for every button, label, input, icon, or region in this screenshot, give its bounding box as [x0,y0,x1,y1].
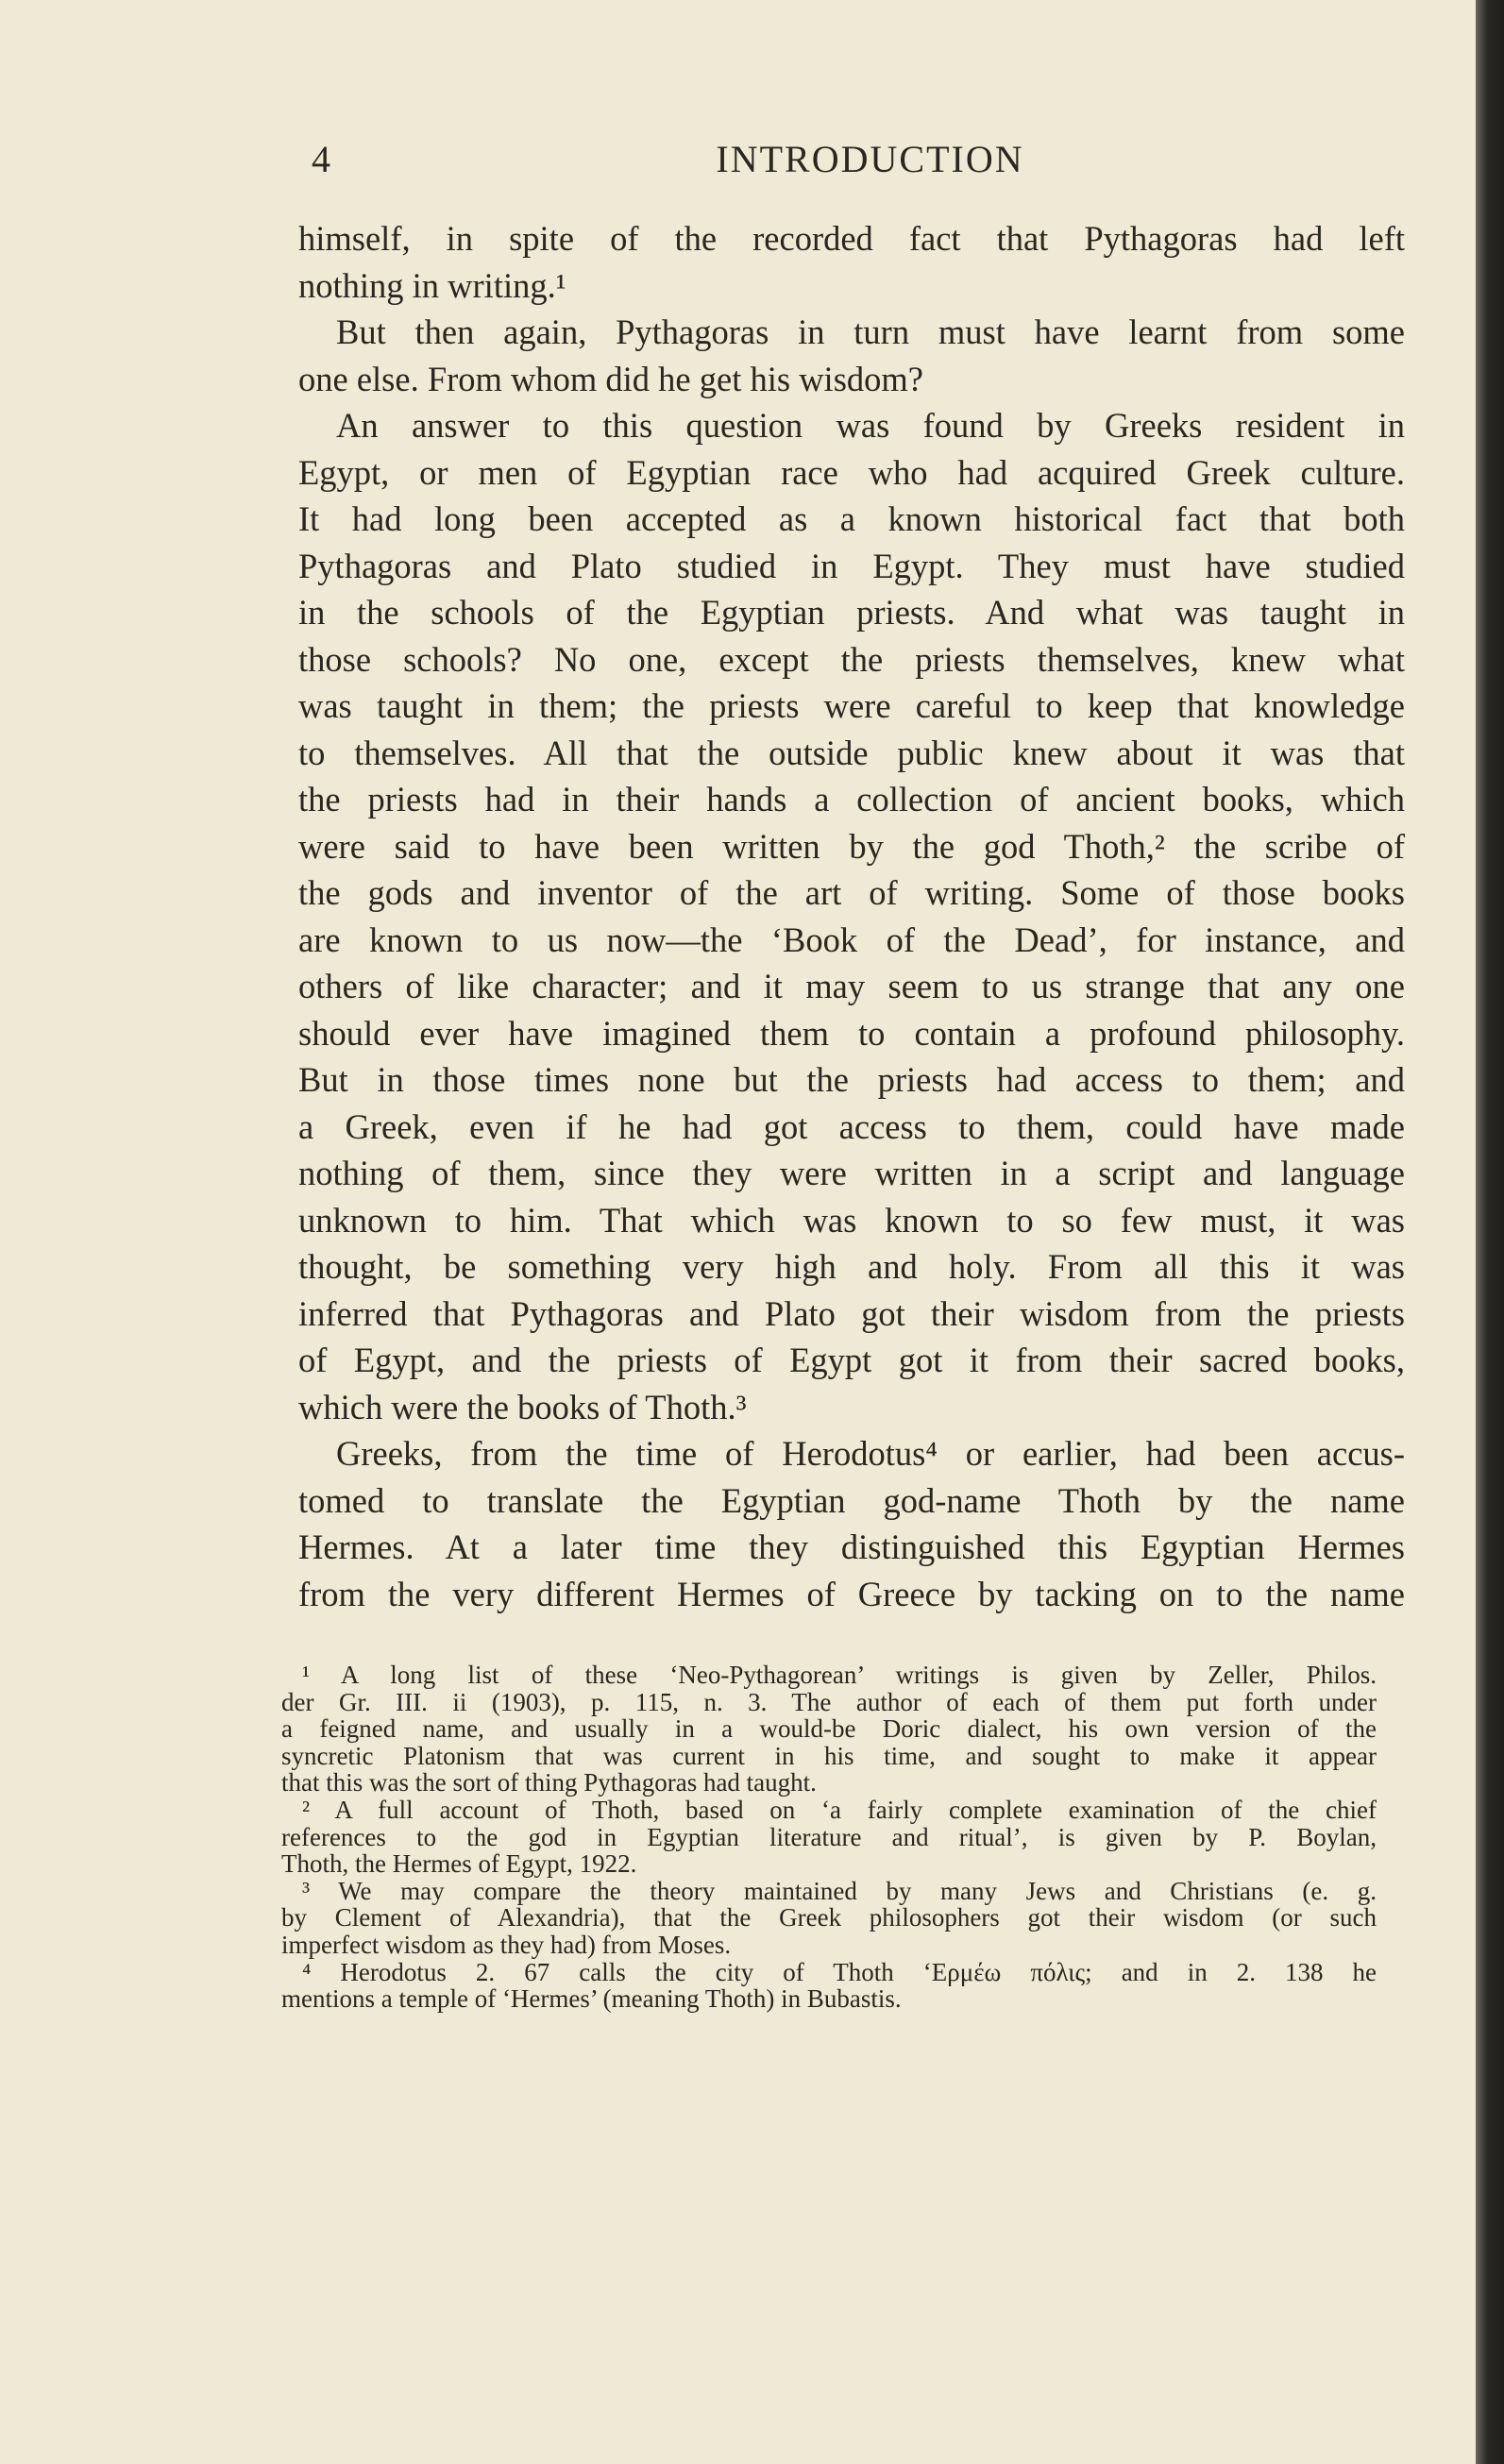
footnote [281,1662,1377,1797]
footnote [281,1959,1377,2013]
text-line: nothing of them, since they were written in a script and language [298,1154,1405,1192]
text-line: of Egypt, and the priests of Egypt got it from their sacred books, [298,1341,1405,1379]
text-line: der Gr. III. ii (1903), p. 115, n. 3. The author of each of them put forth under [281,1687,1377,1716]
text-line: unknown to him. That which was known to so few must, it was [298,1200,1405,1240]
text-line: It had long been accepted as a known historical fact that both [298,499,1405,538]
text-line: But in those times none but the priests had access to them; and [298,1060,1405,1099]
text-line: mentions a temple of ‘Hermes’ (meaning Thoth) in Bubastis. [281,1984,902,2014]
text-line: from the very different Hermes of Greece by tacking on to the name [298,1574,1405,1613]
text-line: the gods and inventor of the art of writing. Some of those books [298,873,1405,912]
text-line: that this was the sort of thing Pythagoras had taught. [281,1768,817,1797]
text-line: were said to have been written by the god Thoth,² the scribe of [298,826,1405,866]
text-line: those schools? No one, except the priests themselves, knew what [298,639,1405,679]
text-line: thought, be something very high and holy. From all this it was [298,1247,1405,1286]
text-line: the priests had in their hands a collection of ancient books, which [298,780,1405,819]
text-line: ⁴ Herodotus 2. 67 calls the city of Thoth ‘Ερμέω πόλις; and in 2. 138 he [302,1957,1377,1986]
text-line: ² A full account of Thoth, based on ‘a fairly complete examination of the chief [302,1795,1377,1824]
paragraph [298,1430,1405,1617]
text-line: to themselves. All that the outside public knew about it was that [298,733,1405,772]
text-line: others of like character; and it may seem to us strange that any one [298,967,1405,1005]
text-line: are known to us now—the ‘Book of the Dead’, for instance, and [298,920,1405,959]
text-line: Hermes. At a later time they distinguished this Egyptian Hermes [298,1527,1405,1566]
text-line: imperfect wisdom as they had) from Moses. [281,1930,732,1959]
text-line: tomed to translate the Egyptian god-name Thoth by the name [298,1480,1405,1520]
page-number: 4 [312,138,330,180]
paragraph [298,402,1405,1430]
paragraph [298,215,1405,309]
body-text [298,215,1405,1617]
text-line: ³ We may compare the theory maintained by many Jews and Christians (e. g. [302,1876,1377,1905]
text-line: himself, in spite of the recorded fact that Pythagoras had left [298,219,1405,258]
text-line: in the schools of the Egyptian priests. And what was taught in [298,593,1405,632]
text-line: references to the god in Egyptian literature and ritual’, is given by P. Boylan, [281,1822,1377,1851]
footnote [281,1878,1377,1959]
text-line: was taught in them; the priests were careful to keep that knowledge [298,686,1405,725]
footnote [281,1797,1377,1878]
text-line: Pythagoras and Plato studied in Egypt. They must have studied [298,546,1405,585]
text-line: An answer to this question was found by Greeks resident in [336,406,1405,445]
text-line: inferred that Pythagoras and Plato got their wisdom from the priests [298,1293,1405,1333]
running-title: INTRODUCTION [716,138,1024,180]
text-line: a Greek, even if he had got access to them, could have made [298,1106,1405,1146]
text-line: one else. From whom did he get his wisdom? [298,359,923,398]
footnotes [281,1662,1377,2013]
text-line: Thoth, the Hermes of Egypt, 1922. [281,1849,637,1879]
text-line: ¹ A long list of these ‘Neo-Pythagorean’ writings is given by Zeller, Philos. [302,1661,1377,1689]
text-line: syncretic Platonism that was current in his time, and sought to make it appear [281,1741,1377,1770]
page-binding-edge [1476,0,1504,2464]
text-line: a feigned name, and usually in a would-be Doric dialect, his own version of the [281,1714,1377,1744]
text-line: which were the books of Thoth.³ [298,1387,747,1426]
text-line: Egypt, or men of Egyptian race who had acquired Greek culture. [298,452,1405,492]
text-line: by Clement of Alexandria), that the Greek philosophers got their wisdom (or such [281,1903,1377,1932]
paragraph [298,309,1405,402]
text-line: Greeks, from the time of Herodotus⁴ or earlier, had been accus- [336,1434,1405,1473]
text-line: should ever have imagined them to contain a profound philosophy. [298,1013,1405,1053]
text-line: nothing in writing.¹ [298,265,566,305]
text-line: But then again, Pythagoras in turn must have learnt from some [336,312,1405,351]
